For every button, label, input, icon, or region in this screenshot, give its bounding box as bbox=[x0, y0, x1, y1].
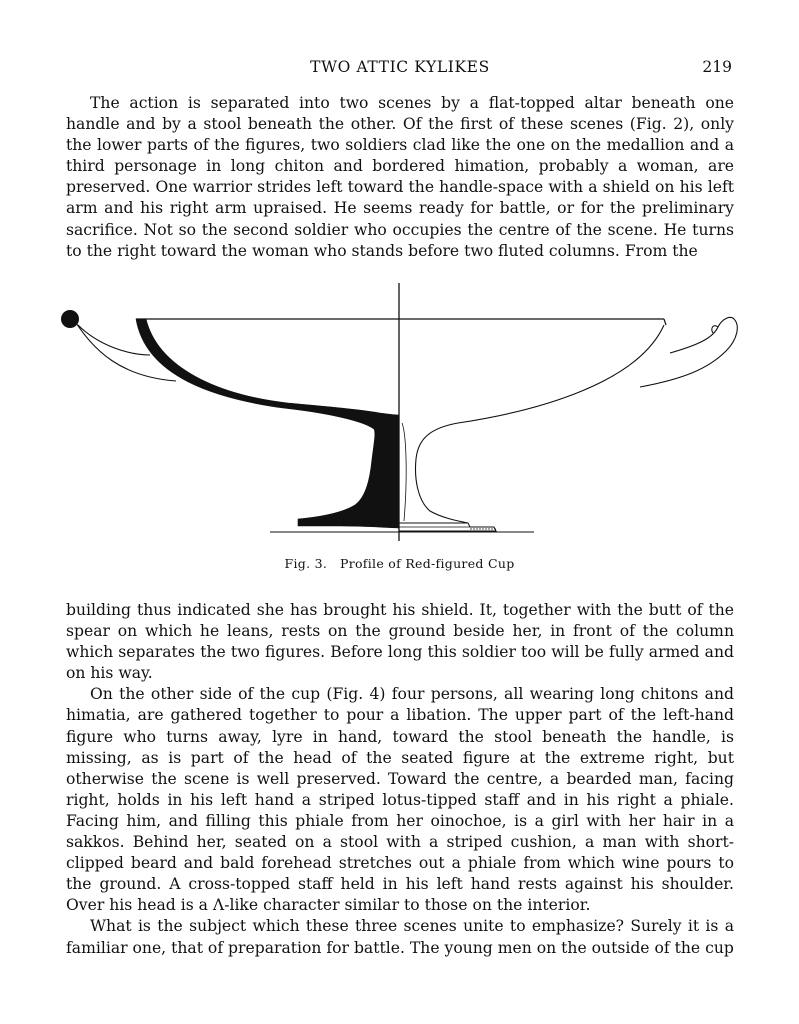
right-handle bbox=[640, 317, 737, 387]
page-header bbox=[66, 58, 734, 82]
paragraph: The action is separated into two scenes by a flat-topped altar beneath one handle and by a stool beneath the other. Of the first of these scenes (Fig. 2), only the lower parts of the figures, two soldiers clad like the one on the medallion and a third personage in long chiton and bordered himation, probably a woman, are preserved. One warrior strides left toward the handle-space with a shield on his left arm and his right arm upraised. He seems ready for battle, or for the preliminary sacrifice. Not so the second soldier who occupies the centre of the scene. He turns to the right toward the woman who stands before two fluted columns. From the bbox=[66, 94, 734, 260]
body-text-bottom bbox=[66, 600, 734, 959]
cup-profile-drawing bbox=[58, 283, 748, 543]
paragraph: building thus indicated she has brought his shield. It, together with the butt of the spear on which he leans, rests on the ground beside her, in front of the column which separates the two figures. Before long this soldier too will be fully armed and on his way. bbox=[66, 601, 734, 683]
right-bowl-profile bbox=[416, 325, 664, 523]
paragraph: On the other side of the cup (Fig. 4) four persons, all wearing long chitons and himatia, are gathered together to pour a libation. The upper part of the left-hand figure who turns away, lyre in hand, toward the stool beneath the handle, is missing, as is part of the head of the seated figure at the extreme right, but otherwise the scene is well preserved. Toward the centre, a bearded man, facing right, holds in his left hand a striped lotus-tipped staff and in his right a phiale. Facing him, and filling this phiale from her oinochoe, is a girl with her hair in a sakkos. Behind her, seated on a stool with a striped cushion, a man with short-clipped beard and bald forehead stretches out a phiale from which wine pours to the ground. A cross-topped staff held in his left hand rests against his shoulder. Over his head is a Λ-like character similar to those on the interior. bbox=[66, 685, 734, 915]
figure-caption-text: Profile of Red-figured Cup bbox=[339, 556, 515, 571]
handle-knob bbox=[61, 310, 79, 328]
figure-caption bbox=[0, 556, 799, 571]
page-number: 219 bbox=[702, 58, 732, 76]
figure-label: Fig. 3. bbox=[284, 556, 328, 571]
left-section-profile bbox=[136, 319, 399, 528]
running-title: TWO ATTIC KYLIKES bbox=[310, 58, 490, 76]
paragraph: What is the subject which these three scenes unite to emphasize? Surely it is a familiar one, that of preparation for battle. The young men on the outside of the cup bbox=[66, 917, 734, 957]
cup-profile-figure bbox=[58, 283, 748, 543]
body-text-top bbox=[66, 93, 734, 262]
